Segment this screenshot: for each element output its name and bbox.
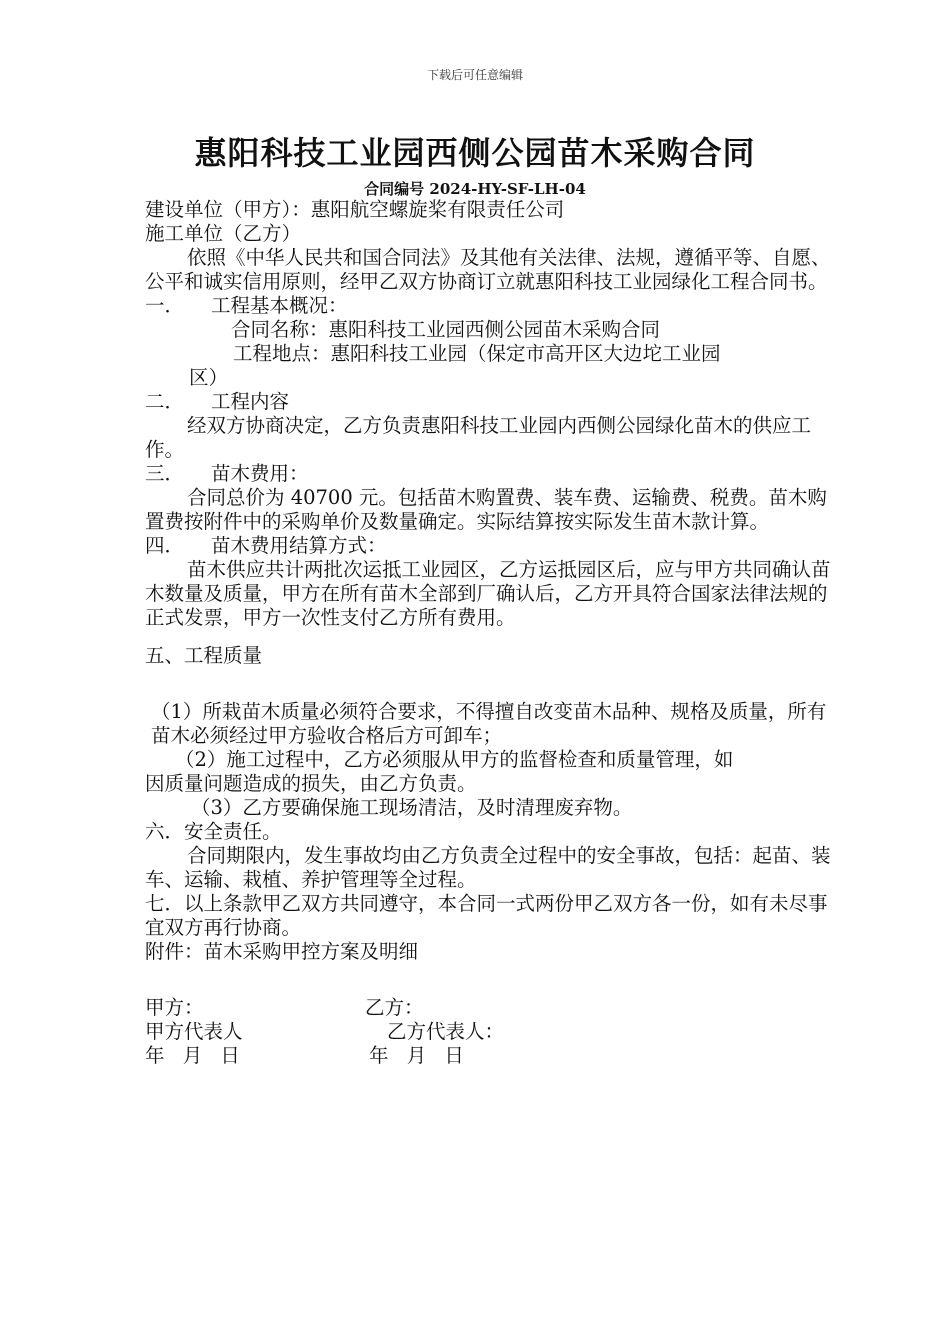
quality-item-2-cont: 因质量问题造成的损失，由乙方负责。 [145, 772, 477, 795]
location-line: 工程地点：惠阳科技工业园（保定市高开区大边坨工业园 [233, 342, 721, 365]
section-1-heading [145, 294, 835, 318]
quality-item-2: （2）施工过程中，乙方必须服从甲方的监督检查和质量管理，如 [175, 748, 734, 771]
section-2-text: 经双方协商决定，乙方负责惠阳科技工业园内西侧公园绿化苗木的供应工作。 [145, 414, 812, 461]
section-3-heading [145, 462, 835, 486]
party-b-line: 施工单位（乙方） [145, 222, 302, 245]
party-a-date: 年 月 日 [145, 1044, 240, 1067]
section-5-heading: 五、工程质量 [145, 644, 263, 667]
signature-rep-row [145, 1020, 835, 1044]
party-a-signature-label: 甲方： [145, 996, 204, 1019]
signature-date-row [145, 1044, 835, 1068]
quality-item-1: （1）所栽苗木质量必须符合要求，不得擅自改变苗木品种、规格及质量，所有苗木必须经过甲方验收合格后方可卸车； [151, 700, 827, 747]
contract-number: 合同编号 2024-HY-SF-LH-04 [364, 180, 586, 198]
section-title: 工程内容 [211, 390, 290, 413]
section-number: 三． [145, 462, 185, 485]
contract-name-line: 合同名称：惠阳科技工业园西侧公园苗木采购合同 [231, 318, 661, 341]
section-title: 工程基本概况： [211, 294, 348, 317]
header-note: 下载后可任意编辑 [426, 68, 523, 82]
section-title: 苗木费用： [211, 462, 309, 485]
section-4-text: 苗木供应共计两批次运抵工业园区，乙方运抵园区后，应与甲方共同确认苗木数量及质量，甲方在所有苗木全部到厂确认后，乙方开具符合国家法律法规的正式发票，甲方一次性支付乙方所有费用。 [145, 558, 831, 629]
section-2-heading [145, 390, 835, 414]
signature-party-row [145, 996, 835, 1020]
party-a-line: 建设单位（甲方）：惠阳航空螺旋桨有限责任公司 [145, 198, 565, 221]
section-number: 二． [145, 390, 185, 413]
section-6-text: 合同期限内，发生事故均由乙方负责全过程中的安全事故，包括：起苗、装车、运输、栽植、养护管理等全过程。 [145, 844, 831, 891]
document-body [145, 198, 835, 1068]
party-b-date: 年 月 日 [369, 1044, 464, 1067]
section-7-text: 七．以上条款甲乙双方共同遵守，本合同一式两份甲乙双方各一份，如有未尽事宜双方再行协商。 [145, 892, 828, 939]
location-line-cont: 区） [189, 366, 229, 389]
party-a-rep-label: 甲方代表人 [145, 1020, 243, 1043]
section-number: 一． [145, 294, 185, 317]
party-b-rep-label: 乙方代表人： [387, 1020, 505, 1043]
section-3-text: 合同总价为 40700 元。包括苗木购置费、装车费、运输费、税费。苗木购置费按附件中的采购单价及数量确定。实际结算按实际发生苗木款计算。 [145, 486, 827, 533]
quality-item-3: （3）乙方要确保施工现场清洁，及时清理废弃物。 [191, 796, 633, 819]
section-6-heading: 六．安全责任。 [145, 820, 282, 843]
section-title: 苗木费用结算方式： [211, 534, 387, 557]
attachment-line: 附件：苗木采购甲控方案及明细 [145, 940, 419, 963]
party-b-signature-label: 乙方： [365, 996, 424, 1019]
document-title: 惠阳科技工业园西侧公园苗木采购合同 [194, 134, 756, 172]
section-number: 四． [145, 534, 185, 557]
intro-paragraph: 依照《中华人民共和国合同法》及其他有关法律、法规，遵循平等、自愿、公平和诚实信用原则，经甲乙双方协商订立就惠阳科技工业园绿化工程合同书。 [145, 246, 831, 293]
section-4-heading [145, 534, 835, 558]
